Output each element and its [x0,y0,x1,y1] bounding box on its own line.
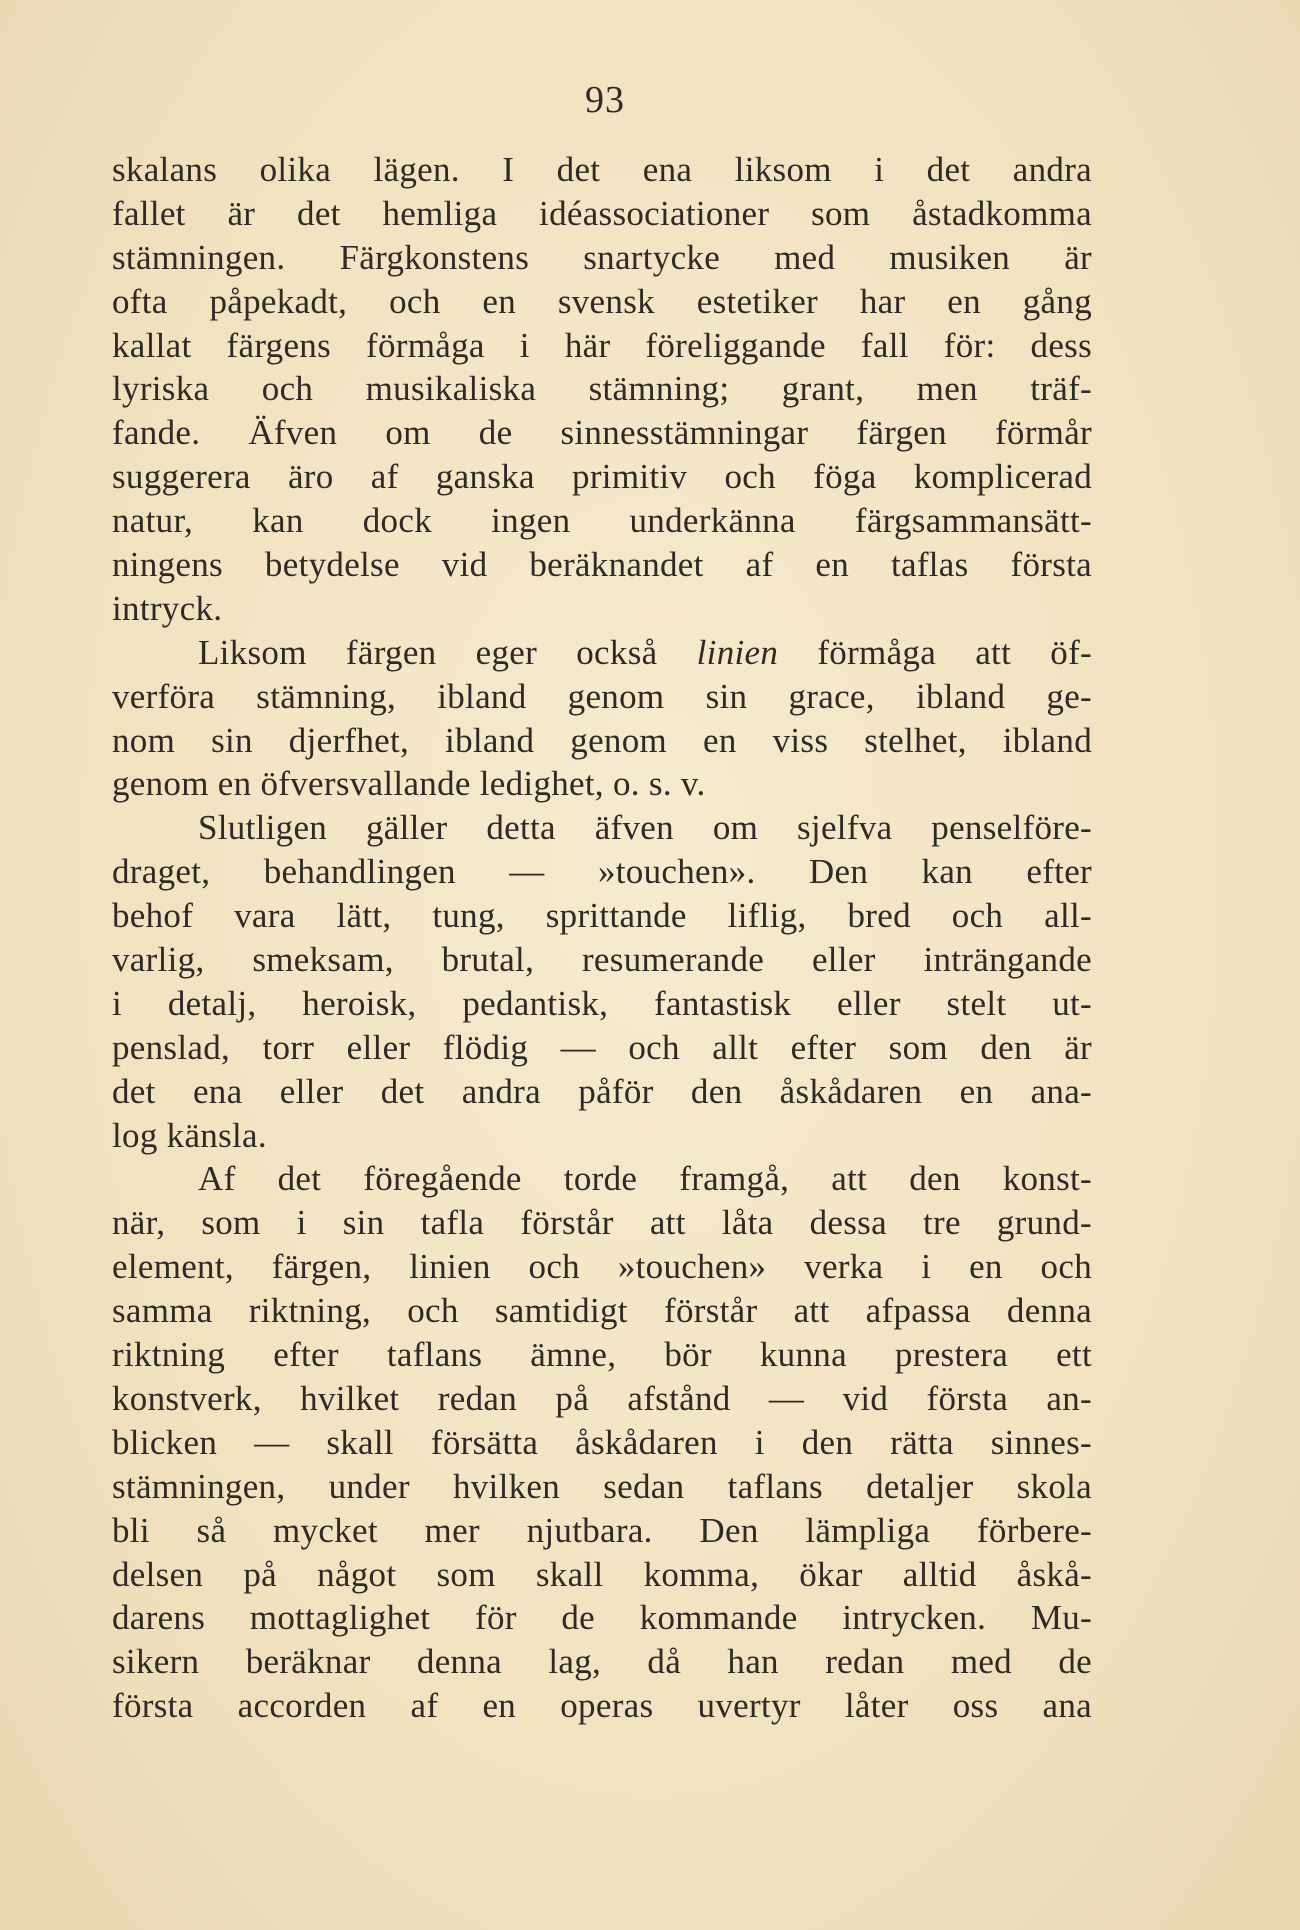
text-line: natur, kan dock ingen underkänna färgsammansätt- [112,501,1092,541]
text-line: samma riktning, och samtidigt förstår att afpassa denna [112,1291,1092,1331]
text-line: fande. Äfven om de sinnesstämningar färgen förmår [112,413,1092,453]
text-line: stämningen, under hvilken sedan taflans detaljer skola [112,1466,1092,1506]
text-line: blicken — skall försätta åskådaren i den rätta sinnes- [112,1422,1092,1462]
text-line: sikern beräknar denna lag, då han redan med de [112,1642,1092,1682]
text-line: fallet är det hemliga idéassociationer som åstadkomma [112,193,1092,233]
paragraph-start-line: Slutligen gäller detta äfven om sjelfva penselföre- [198,808,1092,848]
text-line: behof vara lätt, tung, sprittande liflig, bred och all- [112,896,1092,936]
text-line: det ena eller det andra påför den åskådaren en ana- [112,1071,1092,1111]
paragraph-start-line [112,631,1092,675]
text-line: varlig, smeksam, brutal, resumerande eller inträngande [112,940,1092,980]
text-line: nom sin djerfhet, ibland genom en viss stelhet, ibland [112,720,1092,760]
text-line: log känsla. [112,1115,267,1155]
paragraph-start-line: Af det föregående torde framgå, att den konst- [198,1159,1092,1199]
text-line: i detalj, heroisk, pedantisk, fantastisk eller stelt ut- [112,983,1092,1023]
text-line: suggerera äro af ganska primitiv och föga komplicerad [112,457,1092,497]
text-line: darens mottaglighet för de kommande intrycken. Mu- [112,1598,1092,1638]
text-line: ningens betydelse vid beräknandet af en taflas första [112,545,1092,585]
text-segment: Liksom färgen eger också [198,632,697,672]
text-segment: förmåga att öf- [778,632,1092,672]
text-line: första accorden af en operas uvertyr låter oss ana [112,1686,1092,1726]
text-line: kallat färgens förmåga i här föreliggande fall för: dess [112,325,1092,365]
text-line: lyriska och musikaliska stämning; grant, men träf- [112,369,1092,409]
text-line: draget, behandlingen — »touchen». Den kan efter [112,852,1092,892]
text-line: delsen på något som skall komma, ökar alltid åskå- [112,1554,1092,1594]
text-line: stämningen. Färgkonstens snartycke med musiken är [112,237,1092,277]
text-line: när, som i sin tafla förstår att låta dessa tre grund- [112,1203,1092,1243]
text-line: bli så mycket mer njutbara. Den lämpliga förbere- [112,1510,1092,1550]
text-line: genom en öfversvallande ledighet, o. s. v. [112,764,706,804]
text-line: ofta påpekadt, och en svensk estetiker har en gång [112,281,1092,321]
text-line: verföra stämning, ibland genom sin grace, ibland ge- [112,676,1092,716]
text-line: intryck. [112,588,223,628]
text-line: element, färgen, linien och »touchen» verka i en och [112,1247,1092,1287]
body-text [112,148,1092,1728]
page-number: 93 [585,79,625,121]
italic-word: linien [696,632,779,672]
text-line: konstverk, hvilket redan på afstånd — vid första an- [112,1378,1092,1418]
text-line: penslad, torr eller flödig — och allt efter som den är [112,1027,1092,1067]
text-line: riktning efter taflans ämne, bör kunna prestera ett [112,1335,1092,1375]
text-line: skalans olika lägen. I det ena liksom i det andra [112,150,1092,189]
